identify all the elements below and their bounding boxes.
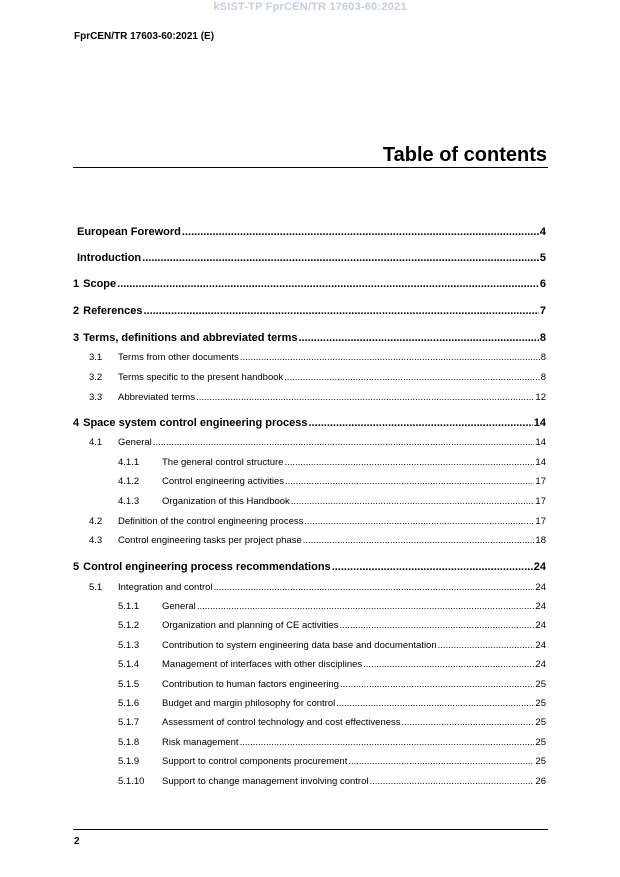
dot-leader [285,476,534,487]
toc-entry-5[interactable] [73,561,546,573]
toc-entry-number: 5.1.5 [118,679,140,690]
toc-entry-5-1-7[interactable] [118,717,546,728]
toc-entry-title: Introduction [77,252,142,264]
toc-entry-title: Control engineering tasks per project phase [118,535,302,546]
toc-entry-page: 14 [533,417,546,429]
toc-entry-page: 8 [539,332,546,344]
toc-entry-number: 4.1.3 [118,496,140,507]
dot-leader [153,437,535,448]
toc-entry-number: 5.1.3 [118,640,140,651]
dot-leader [117,278,539,290]
toc-entry-number: 5.1.8 [118,737,140,748]
toc-entry-4-3[interactable] [89,535,546,546]
toc-entry-5-1-3[interactable] [118,640,546,651]
toc-entry-number: 4.2 [89,516,103,527]
dot-leader [339,620,534,631]
dot-leader [332,561,533,573]
toc-entry-3-2[interactable] [89,372,546,383]
dot-leader [142,252,539,264]
toc-entry-title: Contribution to system engineering data base and documentation [162,640,437,651]
toc-entry-page: 24 [533,561,546,573]
toc-entry-2[interactable] [73,305,546,317]
toc-entry-title: Scope [83,278,117,290]
toc-entry-number: 3.3 [89,392,103,403]
dot-leader [363,659,534,670]
toc-entry-page: 26 [535,776,546,787]
page-title: Table of contents [382,144,547,166]
toc-entry-5-1-8[interactable] [118,737,546,748]
toc-entry-3[interactable] [73,332,546,344]
document-id: FprCEN/TR 17603-60:2021 (E) [74,31,215,42]
dot-leader [214,582,535,593]
dot-leader [196,392,534,403]
toc-entry-page: 12 [535,392,546,403]
dot-leader [143,305,538,317]
dot-leader [182,226,539,238]
toc-entry-page: 6 [539,278,546,290]
toc-entry-3-1[interactable] [89,352,546,363]
toc-entry-title: General [162,601,196,612]
toc-entry-number: 3 [73,332,80,344]
toc-entry-title: The general control structure [162,457,284,468]
toc-entry-title: References [83,305,143,317]
toc-entry-title: Risk management [162,737,239,748]
toc-entry-title: Budget and margin philosophy for control [162,698,336,709]
toc-entry-1[interactable] [73,278,546,290]
toc-entry-number: 5.1.9 [118,756,140,767]
toc-entry-title: Integration and control [118,582,213,593]
toc-entry-title: Terms from other documents [118,352,239,363]
dot-leader [291,496,535,507]
toc-entry-5-1-2[interactable] [118,620,546,631]
toc-entry-title: Management of interfaces with other disciplines [162,659,363,670]
toc-entry-number: 3.2 [89,372,103,383]
footer-rule [73,829,548,830]
toc-entry-page: 14 [535,437,546,448]
toc-entry-number: 2 [73,305,80,317]
dot-leader [284,457,534,468]
toc-entry-page: 24 [535,659,546,670]
toc-entry-title: Control engineering process recommendations [83,561,331,573]
dot-leader [402,717,535,728]
toc-entry-title: Control engineering activities [162,476,284,487]
toc-entry-number: 5 [73,561,80,573]
toc-entry-number: 4.1.2 [118,476,140,487]
toc-entry-page: 18 [535,535,546,546]
toc-entry-title: Space system control engineering process [83,417,308,429]
watermark: kSIST-TP FprCEN/TR 17603-60:2021 [213,1,407,13]
dot-leader [438,640,535,651]
dot-leader [240,737,535,748]
toc-entry-european-foreword[interactable] [73,226,546,238]
toc-entry-number: 4 [73,417,80,429]
toc-entry-page: 17 [535,476,546,487]
toc-entry-5-1[interactable] [89,582,546,593]
toc-entry-title: European Foreword [77,226,181,238]
dot-leader [340,679,535,690]
toc-entry-page: 25 [535,717,546,728]
dot-leader [370,776,535,787]
toc-entry-title: Assessment of control technology and cost effectiveness [162,717,401,728]
page-number: 2 [74,836,80,847]
toc-entry-number: 5.1.10 [118,776,145,787]
toc-entry-title: Support to change management involving control [162,776,369,787]
dot-leader [304,516,534,527]
toc-entry-page: 17 [535,516,546,527]
toc-entry-title: Organization of this Handbook [162,496,290,507]
toc-entry-page: 8 [540,352,546,363]
toc-entry-3-3[interactable] [89,392,546,403]
toc-entry-page: 4 [539,226,546,238]
toc-entry-page: 25 [535,756,546,767]
toc-entry-number: 5.1.4 [118,659,140,670]
dot-leader [303,535,535,546]
dot-leader [284,372,539,383]
dot-leader [348,756,534,767]
toc-entry-4-1[interactable] [89,437,546,448]
toc-entry-number: 5.1.1 [118,601,140,612]
toc-entry-page: 25 [535,737,546,748]
dot-leader [308,417,532,429]
toc-entry-5-1-1[interactable] [118,601,546,612]
toc-entry-page: 14 [535,457,546,468]
toc-entry-4-1-1[interactable] [118,457,546,468]
toc-entry-number: 1 [73,278,80,290]
toc-entry-5-1-6[interactable] [118,698,546,709]
toc-entry-page: 24 [535,582,546,593]
toc-entry-page: 24 [535,620,546,631]
toc-entry-5-1-10[interactable] [118,776,546,787]
toc-entry-title: Contribution to human factors engineering [162,679,339,690]
toc-entry-page: 25 [535,679,546,690]
toc-entry-number: 3.1 [89,352,103,363]
toc-entry-title: Definition of the control engineering process [118,516,304,527]
toc-entry-page: 17 [535,496,546,507]
toc-entry-title: General [118,437,152,448]
toc-entry-4-1-3[interactable] [118,496,546,507]
toc-entry-title: Support to control components procurement [162,756,348,767]
title-rule [73,167,548,168]
toc-entry-number: 5.1.2 [118,620,140,631]
toc-entry-number: 5.1.7 [118,717,140,728]
toc-entry-5-1-9[interactable] [118,756,546,767]
dot-leader [197,601,535,612]
toc-entry-introduction[interactable] [73,252,546,264]
toc-entry-page: 8 [540,372,546,383]
toc-entry-title: Abbreviated terms [118,392,196,403]
toc-entry-4-1-2[interactable] [118,476,546,487]
toc-entry-title: Terms, definitions and abbreviated terms [83,332,298,344]
toc-entry-page: 5 [539,252,546,264]
toc-entry-page: 24 [535,601,546,612]
toc-entry-page: 24 [535,640,546,651]
toc-entry-4-2[interactable] [89,516,546,527]
toc-entry-number: 4.1.1 [118,457,140,468]
toc-entry-number: 5.1 [89,582,103,593]
toc-entry-title: Terms specific to the present handbook [118,372,284,383]
toc-entry-5-1-4[interactable] [118,659,546,670]
dot-leader [336,698,534,709]
toc-entry-page: 25 [535,698,546,709]
toc-entry-page: 7 [539,305,546,317]
toc-entry-title: Organization and planning of CE activities [162,620,339,631]
toc-entry-4[interactable] [73,417,546,429]
dot-leader [298,332,538,344]
dot-leader [240,352,540,363]
toc-entry-number: 5.1.6 [118,698,140,709]
toc-entry-5-1-5[interactable] [118,679,546,690]
toc-entry-number: 4.3 [89,535,103,546]
toc-entry-number: 4.1 [89,437,103,448]
